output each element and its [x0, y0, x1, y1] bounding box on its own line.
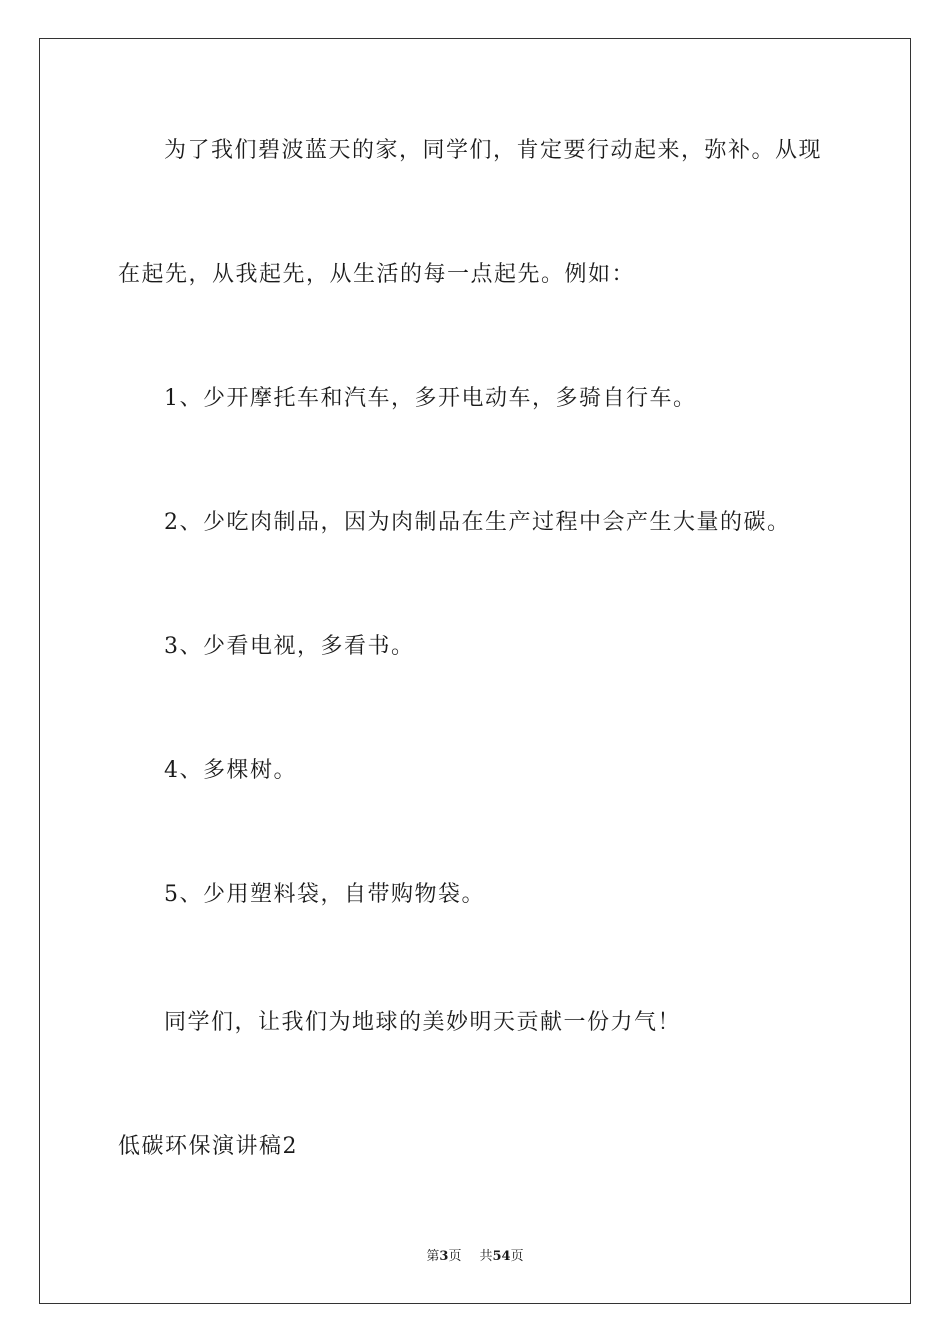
- footer-total-suffix: 页: [510, 1249, 524, 1264]
- paragraph-line: 在起先，从我起先，从生活的每一点起先。例如：: [118, 262, 636, 287]
- footer-page-current: 3: [439, 1249, 449, 1264]
- list-item: 3、少看电视，多看书。: [164, 634, 415, 659]
- footer-page-mid: 页: [448, 1249, 462, 1264]
- page-footer: [0, 1248, 950, 1266]
- footer-page-prefix: 第: [426, 1249, 440, 1264]
- list-item: 5、少用塑料袋，自带购物袋。: [164, 882, 485, 907]
- section-title: 低碳环保演讲稿2: [118, 1134, 298, 1159]
- list-item: 1、少开摩托车和汽车，多开电动车，多骑自行车。: [164, 386, 697, 411]
- page-border: [39, 38, 911, 1304]
- paragraph-line: 为了我们碧波蓝天的家，同学们，肯定要行动起来，弥补。从现: [164, 138, 823, 163]
- closing-paragraph: 同学们，让我们为地球的美妙明天贡献一份力气！: [164, 1010, 682, 1035]
- footer-total-prefix: 共: [479, 1249, 493, 1264]
- footer-page-total: 54: [492, 1249, 511, 1264]
- list-item: 2、少吃肉制品，因为肉制品在生产过程中会产生大量的碳。: [164, 510, 791, 535]
- list-item: 4、多棵树。: [164, 758, 297, 783]
